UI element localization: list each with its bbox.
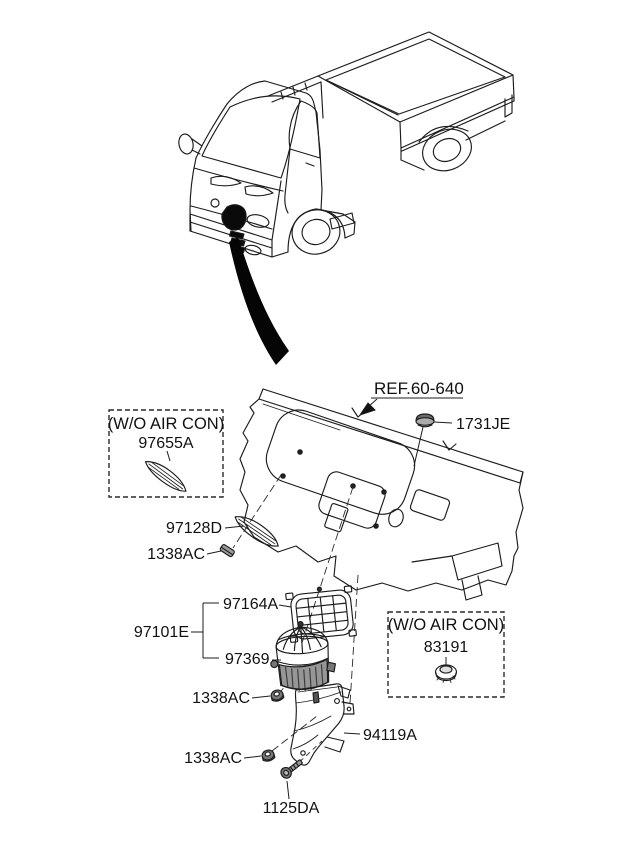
label-83191: 83191 (423, 639, 469, 656)
part-94119a-bracket-icon (291, 684, 354, 765)
part-97128d-strip-icon (231, 511, 283, 552)
part-97655a-strip-icon (142, 456, 190, 495)
label-1338ac-c: 1338AC (184, 750, 242, 767)
part-97164a-grille-icon (285, 584, 356, 643)
fastener-1125da-bolt-icon (279, 757, 305, 780)
truck-illustration (177, 32, 514, 259)
label-97164a: 97164A (223, 596, 279, 613)
label-97655a: 97655A (138, 435, 194, 452)
label-1338ac-b: 1338AC (192, 690, 250, 707)
label-94119a: 94119A (363, 727, 417, 744)
fastener-1338ac-clip-icon (219, 544, 235, 557)
side-mirror (177, 133, 195, 155)
fastener-1338ac-nut-icon-lower (261, 749, 275, 763)
label-1125da: 1125DA (262, 800, 320, 817)
part-location-marker (222, 205, 246, 230)
label-wo-air-con-top: (W/O AIR CON) (107, 415, 225, 433)
fastener-1731je-cap-icon (416, 414, 434, 427)
label-wo-air-con-right: (W/O AIR CON) (387, 616, 505, 634)
label-97369: 97369 (225, 651, 270, 668)
label-97101e: 97101E (133, 624, 189, 641)
label-97128d: 97128D (165, 520, 222, 537)
label-ref-60-640: REF.60-640 (374, 379, 464, 398)
leader-lines (167, 398, 463, 799)
label-1338ac-a: 1338AC (147, 546, 205, 563)
location-indicator-swoosh (229, 237, 289, 365)
part-97369-blower-motor-icon (268, 619, 337, 693)
label-1731je: 1731JE (456, 416, 511, 433)
part-83191-grommet-icon (436, 665, 457, 683)
fastener-1338ac-nut-icon (270, 689, 284, 703)
